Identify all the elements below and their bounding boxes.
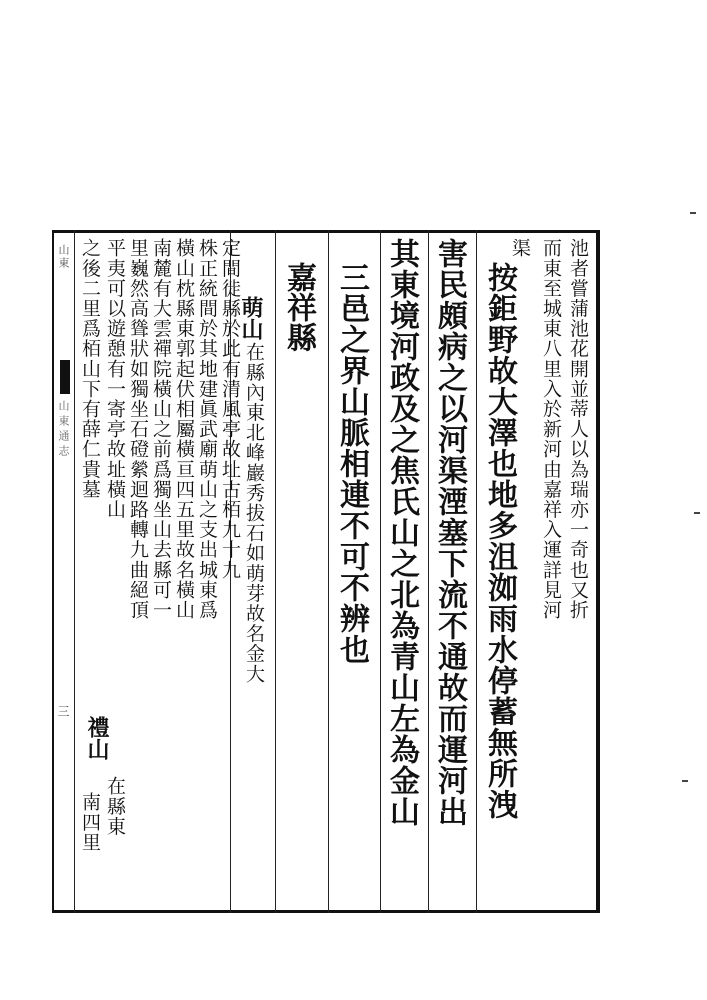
column-rule	[428, 230, 429, 913]
column-rule	[328, 230, 329, 913]
text-column-6: 里巍然高聳狀如獨坐石磴縈迴路轉九曲絕頂	[127, 238, 149, 620]
entry-lishan: 禮山	[84, 716, 110, 760]
annotation-column-2: 而東至城東八里入於新河由嘉祥入運詳見河	[540, 238, 562, 620]
leaf-number: 三	[56, 705, 70, 717]
text-column-7: 平夷可以遊憩有一寄亭故址橫山	[104, 238, 126, 520]
annotation-tail: 渠	[509, 238, 531, 259]
banxin-title: 山東通志	[57, 400, 70, 460]
text-column-8: 之後二里爲栢山下有薛仁貴墓	[79, 238, 101, 500]
commentary-column-4: 三邑之界山脈相連不可不辨也	[334, 262, 369, 665]
column-rule	[74, 230, 75, 913]
text-column-7b: 在縣東	[104, 776, 126, 837]
county-heading: 嘉祥縣	[281, 262, 316, 352]
annotation-column-1: 池者嘗蒲池花開並蒂人以為瑞亦一奇也又折	[567, 238, 589, 620]
commentary-column-1: 按鉅野故大澤也地多沮洳雨水停蓄無所洩	[482, 262, 517, 820]
text-column-2: 定間徙縣於此有清風亭故址古栢九十九	[219, 238, 241, 580]
text-column-3: 株正統間於其地建眞武廟萌山之支出城東爲	[196, 238, 218, 620]
stray-mark	[694, 512, 700, 514]
text-column-5: 南麓有大雲禪院橫山之前爲獨坐山去縣可一	[150, 238, 172, 620]
text-column-4: 橫山枕縣東郭起伏相屬橫亘四五里故名橫山	[173, 238, 195, 620]
column-rule	[476, 230, 477, 913]
stray-mark	[682, 780, 688, 782]
text-column-1: 在縣內東北峰巖秀拔石如萌芽故名金大	[243, 342, 265, 684]
fishtail-mark	[60, 360, 70, 394]
column-rule	[380, 230, 381, 913]
stray-mark	[690, 212, 696, 214]
banxin-upper: 山東	[57, 244, 70, 270]
commentary-column-3: 其東境河政及之焦氏山之北為青山左為金山	[384, 238, 419, 827]
commentary-column-2: 害民頗病之以河渠湮塞下流不通故而運河出	[432, 238, 467, 827]
text-column-8b: 南四里	[79, 792, 101, 853]
entry-mengshan: 萌山	[238, 296, 264, 340]
column-rule	[275, 230, 276, 913]
